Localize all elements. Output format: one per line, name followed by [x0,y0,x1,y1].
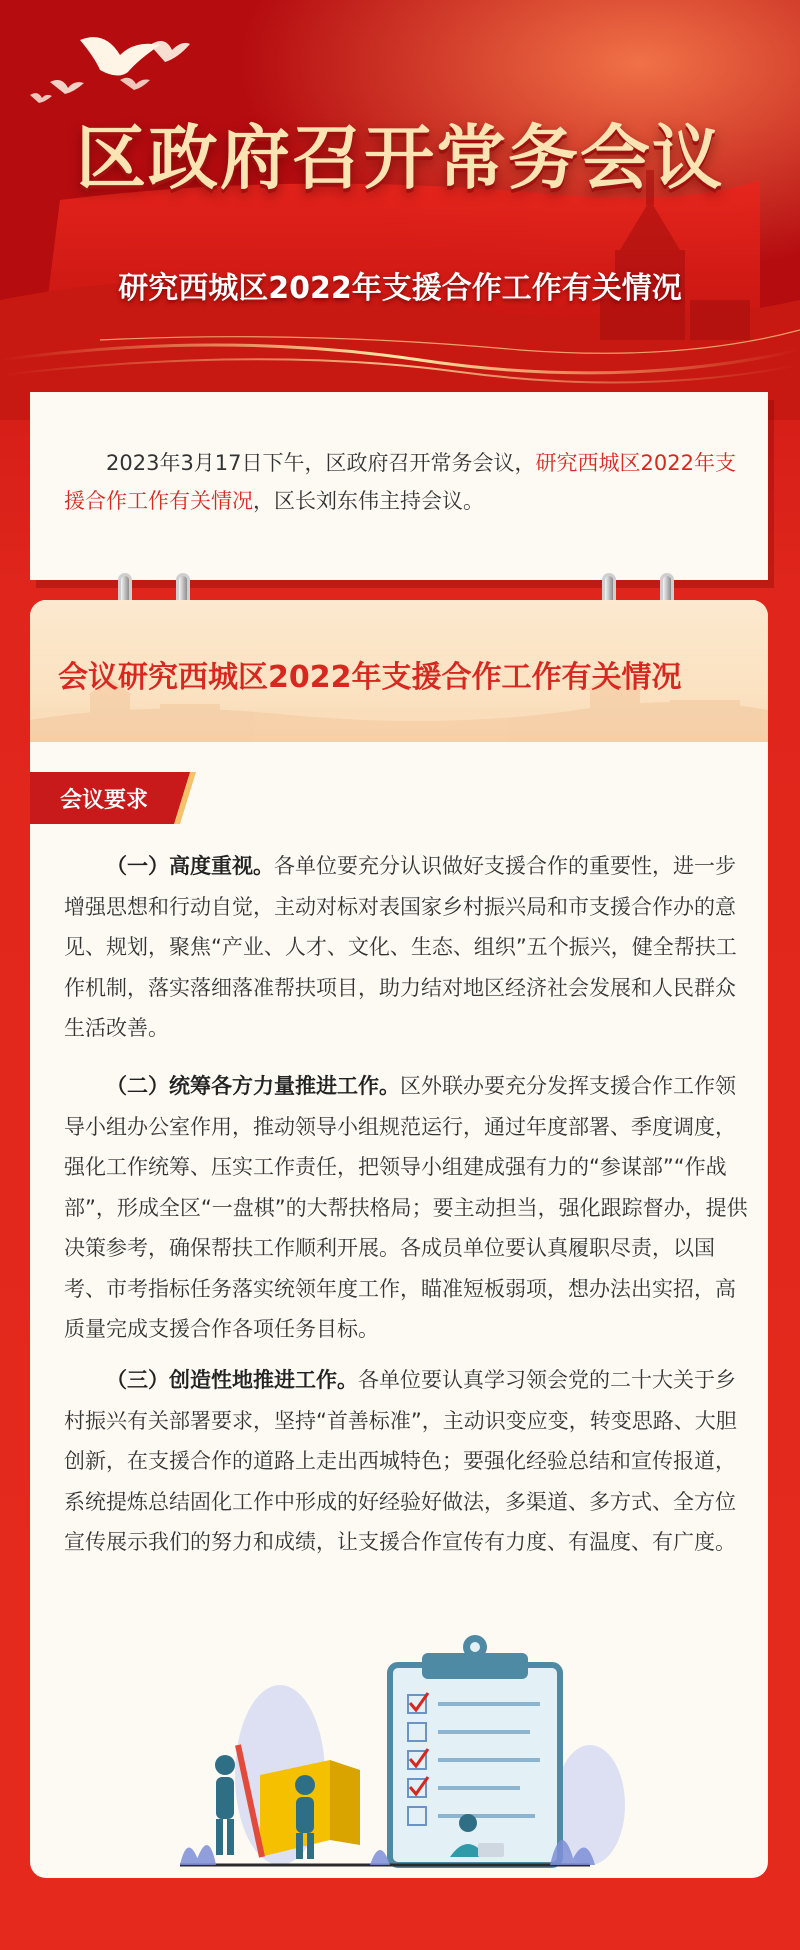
intro-text-highlight: 研究西城区2022年支援合作工作有关情况 [64,451,736,513]
paragraph-2-body: 区外联办要充分发挥支援合作工作领导小组办公室作用，推动领导小组规范运行，通过年度部署、季度调度，强化工作统筹、压实工作责任，把领导小组建成强有力的“参谋部”“作战部”，形成全区“一盘棋”的大帮扶格局；要主动担当，强化跟踪督办，提供决策参考，确保帮扶工作顺利开展。各成员单位要认真履职尽责，以国考、市考指标任务落实统领年度工作，瞄准短板弱项，想办法出实招，高质量完成支援合作各项任务目标。 [64,1074,748,1341]
page-title: 区政府召开常务会议 [76,117,724,199]
intro-text-lead: 2023年3月17日下午，区政府召开常务会议， [106,451,536,475]
requirements-tag-label: 会议要求 [60,788,149,813]
paragraph-1-lead: （一）高度重视。 [106,854,274,878]
clipboard-checklist-icon [390,1635,560,1865]
requirement-paragraph-2 [64,1066,752,1350]
intro-text-tail: ，区长刘东伟主持会议。 [253,489,484,513]
page-subtitle: 研究西城区2022年支援合作工作有关情况 [118,271,682,306]
paragraph-1-body: 各单位要充分认识做好支援合作的重要性，进一步增强思想和行动自觉，主动对标对表国家乡村振兴局和市支援合作办的意见、规划，聚焦“产业、人才、文化、生态、组织”五个振兴，健全帮扶工作机制，落实落细落准帮扶项目，助力结对地区经济社会发展和人民群众生活改善。 [64,854,737,1040]
requirements-tag [30,772,196,824]
hero-background-art [0,0,800,420]
clipboard-illustration [30,1635,768,1878]
intro-card [30,392,768,580]
requirement-paragraph-1 [64,846,752,1049]
requirement-paragraph-3 [64,1360,752,1563]
paragraph-2-lead: （二）统筹各方力量推进工作。 [106,1074,400,1098]
paragraph-3-body: 各单位要认真学习领会党的二十大关于乡村振兴有关部署要求，坚持“首善标准”，主动识变应变，转变思路、大胆创新，在支援合作的道路上走出西城特色；要强化经验总结和宣传报道，系统提炼总结固化工作中形成的好经验好做法，多渠道、多方式、全方位宣传展示我们的努力和成绩，让支援合作宣传有力度、有温度、有广度。 [64,1368,737,1554]
intro-text [64,444,744,520]
hero-banner [0,0,800,420]
section-header [30,600,768,742]
paragraph-3-lead: （三）创造性地推进工作。 [106,1368,358,1392]
section-heading: 会议研究西城区2022年支援合作工作有关情况 [58,660,682,695]
main-card [30,600,768,1878]
